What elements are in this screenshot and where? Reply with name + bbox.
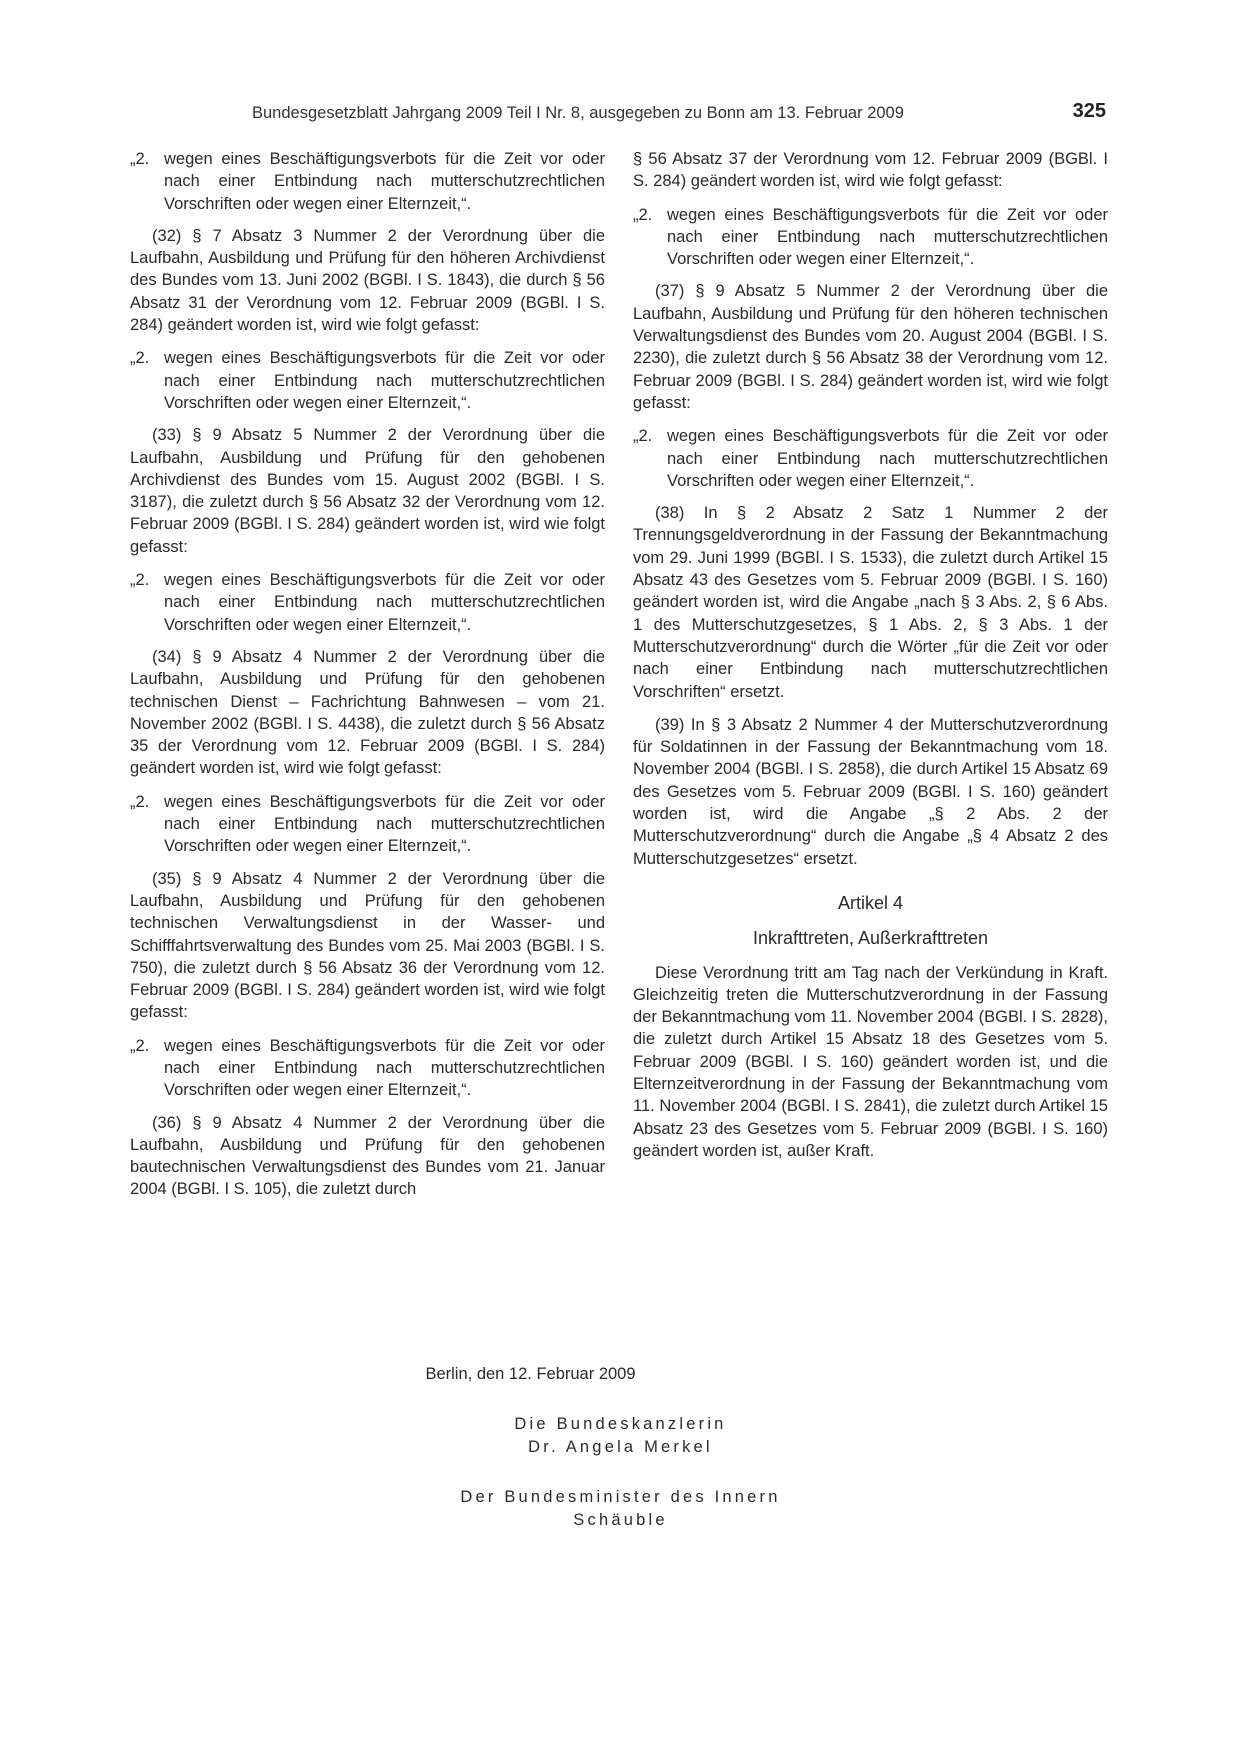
paragraph-35: (35) § 9 Absatz 4 Nummer 2 der Verordnung über die Laufbahn, Ausbildung und Prüfung für den gehobenen technischen Verwaltungsdienst in der Wasser- und Schifffahrtsverwaltung des Bundes vom 25. Mai 2003 (BGBl. I S. 750), die zuletzt durch § 56 Absatz 36 der Verordnung vom 12. Februar 2009 (BGBl. I S. 284) geändert worden ist, wird wie folgt gefasst:: [130, 869, 605, 1022]
paragraph-37: (37) § 9 Absatz 5 Nummer 2 der Verordnung über die Laufbahn, Ausbildung und Prüfung für den höheren technischen Verwaltungsdienst des Bundes vom 20. August 2004 (BGBl. I S. 2230), die zuletzt durch § 56 Absatz 38 der Verordnung vom 12. Februar 2009 (BGBl. I S. 284) geändert worden ist, wird wie folgt gefasst:: [633, 282, 1108, 412]
list-item: [130, 1035, 605, 1102]
paragraph-38: (38) In § 2 Absatz 2 Satz 1 Nummer 2 der Trennungsgeldverordnung in der Fassung der Bekanntmachung vom 29. Juni 1999 (BGBl. I S. 1533), die zuletzt durch Artikel 15 Absatz 43 des Gesetzes vom 5. Februar 2009 (BGBl. I S. 160) geändert worden ist, wird die Angabe „nach § 3 Abs. 2, § 6 Abs. 1 des Mutterschutzgesetzes, § 1 Abs. 2, § 3 Abs. 1 der Mutterschutzverordnung“ durch die Wörter „für die Zeit vor oder nach einer Entbindung nach mutterschutzrechtlichen Vorschriften“ ersetzt.: [633, 504, 1108, 701]
paragraph-36-continued: § 56 Absatz 37 der Verordnung vom 12. Februar 2009 (BGBl. I S. 284) geändert worden ist, wird wie folgt gefasst:: [633, 150, 1108, 191]
item-text: wegen eines Beschäftigungsverbots für die Zeit vor oder nach einer Entbindung nach mutterschutzrechtlichen Vorschriften oder wegen einer Elternzeit,“.: [164, 1036, 605, 1100]
paragraph-39: (39) In § 3 Absatz 2 Nummer 4 der Mutterschutzverordnung für Soldatinnen in der Fassung der Bekanntmachung vom 18. November 2004 (BGBl. I S. 2858), die durch Artikel 15 Absatz 69 des Gesetzes vom 5. Februar 2009 (BGBl. I S. 160) geändert worden ist, wird die Angabe „§ 2 Abs. 2 der Mutterschutzverordnung“ durch die Angabe „§ 4 Absatz 2 des Mutterschutzgesetzes“ ersetzt.: [633, 715, 1108, 868]
list-item: [633, 425, 1108, 492]
article-subtitle: Inkrafttreten, Außerkrafttreten: [752, 928, 989, 949]
item-text: wegen eines Beschäftigungsverbots für die Zeit vor oder nach einer Entbindung nach mutterschutzrechtlichen Vorschriften oder wegen einer Elternzeit,“.: [164, 571, 605, 634]
item-number: „2.: [130, 792, 150, 811]
signatory-role: Der Bundesminister des Innern: [460, 1488, 781, 1506]
item-text: wegen eines Beschäftigungsverbots für die Zeit vor oder nach einer Entbindung nach mutterschutzrechtlichen Vorschriften oder wegen einer Elternzeit,“.: [164, 349, 605, 412]
gazette-title: Bundesgesetzblatt Jahrgang 2009 Teil I Nr. 8, ausgegeben zu Bonn am 13. Februar 2009: [252, 104, 904, 122]
paragraph-32: (32) § 7 Absatz 3 Nummer 2 der Verordnung über die Laufbahn, Ausbildung und Prüfung für den höheren Archivdienst des Bundes vom 13. Juni 2002 (BGBl. I S. 1843), die durch § 56 Absatz 31 der Verordnung vom 12. Februar 2009 (BGBl. I S. 284) geändert worden ist, wird wie folgt gefasst:: [130, 226, 605, 335]
item-number: „2.: [130, 571, 150, 590]
article-title: Artikel 4: [837, 892, 904, 913]
item-text: wegen eines Beschäftigungsverbots für die Zeit vor oder nach einer Entbindung nach mutterschutzrechtlichen Vorschriften oder wegen einer Elternzeit,“.: [667, 205, 1108, 269]
signatory-name: Schäuble: [573, 1511, 668, 1529]
page-number: 325: [1072, 100, 1106, 122]
right-column: [633, 148, 1108, 1173]
paragraph-33: (33) § 9 Absatz 5 Nummer 2 der Verordnung über die Laufbahn, Ausbildung und Prüfung für den gehobenen Archivdienst des Bundes vom 15. August 2002 (BGBl. I S. 3187), die zuletzt durch § 56 Absatz 32 der Verordnung vom 12. Februar 2009 (BGBl. I S. 284) geändert worden ist, wird wie folgt gefasst:: [130, 426, 605, 556]
list-item: [633, 204, 1108, 271]
page-header: [130, 100, 1110, 130]
signatory-name: Dr. Angela Merkel: [528, 1438, 713, 1456]
item-number: „2.: [633, 205, 653, 224]
item-number: „2.: [130, 349, 150, 368]
item-text: wegen eines Beschäftigungsverbots für die Zeit vor oder nach einer Entbindung nach mutterschutzrechtlichen Vorschriften oder wegen einer Elternzeit,“.: [667, 427, 1108, 490]
article-text: Diese Verordnung tritt am Tag nach der Verkündung in Kraft. Gleichzeitig treten die Mutterschutzverordnung in der Fassung der Bekanntmachung vom 11. November 2004 (BGBl. I S. 2828), die zuletzt durch Artikel 15 Absatz 18 des Gesetzes vom 5. Februar 2009 (BGBl. I S. 160) geändert worden ist, und die Elternzeitverordnung in der Fassung der Bekanntmachung vom 11. November 2004 (BGBl. I S. 2841), die zuletzt durch Artikel 15 Absatz 23 des Gesetzes vom 5. Februar 2009 (BGBl. I S. 160) geändert worden ist, außer Kraft.: [633, 963, 1108, 1160]
item-text: wegen eines Beschäftigungsverbots für die Zeit vor oder nach einer Entbindung nach mutterschutzrechtlichen Vorschriften oder wegen einer Elternzeit,“.: [164, 150, 605, 213]
place-date: Berlin, den 12. Februar 2009: [425, 1365, 636, 1383]
item-text: wegen eines Beschäftigungsverbots für die Zeit vor oder nach einer Entbindung nach mutterschutzrechtlichen Vorschriften oder wegen einer Elternzeit,“.: [164, 792, 605, 856]
signature-block-minister: [0, 1486, 1241, 1532]
list-item: [130, 148, 605, 215]
paragraph-34: (34) § 9 Absatz 4 Nummer 2 der Verordnung über die Laufbahn, Ausbildung und Prüfung für den gehobenen technischen Dienst – Fachrichtung Bahnwesen – vom 21. November 2002 (BGBl. I S. 4438), die zuletzt durch § 56 Absatz 35 der Verordnung vom 12. Februar 2009 (BGBl. I S. 284) geändert worden ist, wird wie folgt gefasst:: [130, 647, 605, 778]
item-number: „2.: [130, 1036, 150, 1055]
list-item: [130, 791, 605, 858]
list-item: [130, 569, 605, 636]
item-number: „2.: [130, 150, 150, 168]
list-item: [130, 347, 605, 414]
paragraph-36: (36) § 9 Absatz 4 Nummer 2 der Verordnung über die Laufbahn, Ausbildung und Prüfung für den gehobenen bautechnischen Verwaltungsdienst des Bundes vom 21. Januar 2004 (BGBl. I S. 105), die zuletzt durch: [130, 1113, 605, 1199]
signature-block-chancellor: [0, 1413, 1241, 1459]
item-number: „2.: [633, 427, 653, 446]
left-column: [130, 148, 605, 1212]
signatory-role: Die Bundeskanzlerin: [514, 1415, 727, 1433]
